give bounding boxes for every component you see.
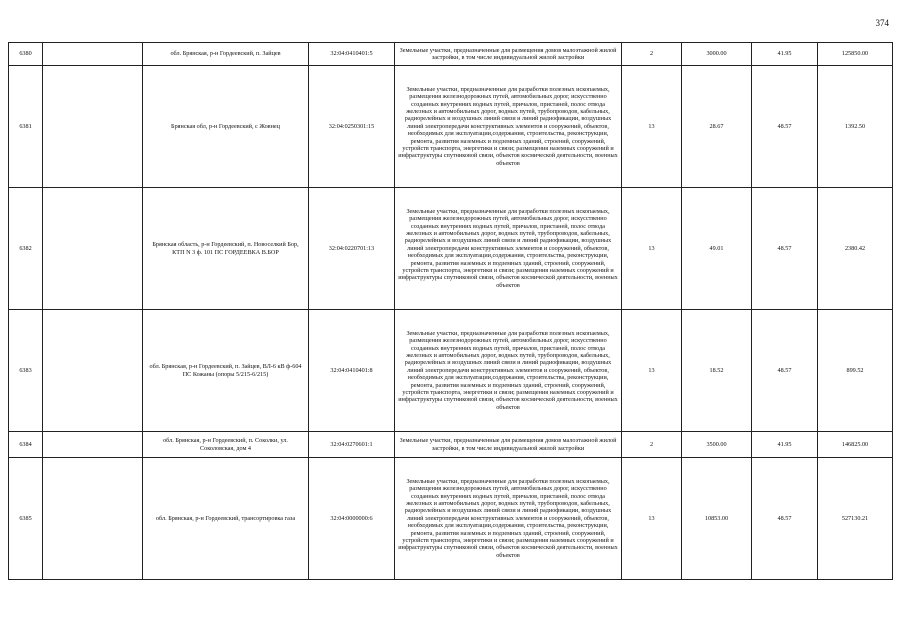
empty-cell (43, 432, 143, 458)
cadastral-value-cell: 2380.42 (818, 188, 893, 310)
address-cell: обл. Брянская, р-н Гордеевский, трансортировка газа (143, 458, 309, 580)
land-use-cell: Земельные участки, предназначенные для размещения домов малоэтажной жилой застройки, в том числе индивидуальной жилой застройки (395, 43, 622, 66)
cadastral-number-cell: 32:04:0220701:13 (309, 188, 395, 310)
land-use-cell: Земельные участки, предназначенные для разработки полезных ископаемых, размещения железнодорожных путей, автомобильных дорог, искусственно созданных внутренних водных путей, причалов, пристаней, полос отвода железных и автомобильных дорог, водных путей, трубопроводов, кабельных, радиорелейных и воздушных линий связи и линий радиофикации, воздушных линий электропередачи конструктивных элементов и сооружений, объектов, необходимых для эксплуатации,содержания, строительства, реконструкции, ремонта, развития наземных и подземных зданий, строений, сооружений, устройств транспорта, энергетики и связи; размещения наземных сооружений и инфраструктуры спутниковой связи, объектов космической деятельности, военных объектов (395, 188, 622, 310)
address-cell: обл. Брянская, р-н Гордеевский, п. Зайцев, ВЛ-6 кВ ф-604 ПС Кожаны (опоры 5/215-6/215) (143, 310, 309, 432)
rate-cell: 41.95 (752, 43, 818, 66)
address-cell: Брянская обл, р-н Гордеевский, с Жовнец (143, 66, 309, 188)
area-cell: 18.52 (682, 310, 752, 432)
row-number: 6385 (9, 458, 43, 580)
group-cell: 13 (622, 310, 682, 432)
page-number: 374 (875, 18, 889, 28)
area-cell: 28.67 (682, 66, 752, 188)
cadastral-number-cell: 32:04:0410401:5 (309, 43, 395, 66)
cadastral-value-table (8, 42, 893, 580)
area-cell: 49.01 (682, 188, 752, 310)
rate-cell: 48.57 (752, 458, 818, 580)
empty-cell (43, 310, 143, 432)
group-cell: 13 (622, 458, 682, 580)
table-row (9, 66, 893, 188)
group-cell: 2 (622, 432, 682, 458)
address-cell: Брянская область, р-н Гордеевский, п. Новоселкий Бор, КТП N 3 ф. 101 ПС ГОРДЕЕВКА В.БОР (143, 188, 309, 310)
area-cell: 3000.00 (682, 43, 752, 66)
rate-cell: 41.95 (752, 432, 818, 458)
group-cell: 13 (622, 188, 682, 310)
row-number: 6384 (9, 432, 43, 458)
cadastral-number-cell: 32:04:0000000:6 (309, 458, 395, 580)
group-cell: 2 (622, 43, 682, 66)
address-cell: обл. Брянская, р-н Гордеевский, п. Соколки, ул. Соколовская, дом 4 (143, 432, 309, 458)
cadastral-value-cell: 1392.50 (818, 66, 893, 188)
empty-cell (43, 188, 143, 310)
land-use-cell: Земельные участки, предназначенные для размещения домов малоэтажной жилой застройки, в том числе индивидуальной жилой застройки (395, 432, 622, 458)
table-row (9, 310, 893, 432)
table-row (9, 432, 893, 458)
cadastral-value-cell: 899.52 (818, 310, 893, 432)
table-row (9, 43, 893, 66)
rate-cell: 48.57 (752, 66, 818, 188)
row-number: 6380 (9, 43, 43, 66)
rate-cell: 48.57 (752, 310, 818, 432)
empty-cell (43, 66, 143, 188)
cadastral-number-cell: 32:04:0270601:1 (309, 432, 395, 458)
table-row (9, 458, 893, 580)
row-number: 6383 (9, 310, 43, 432)
land-use-cell: Земельные участки, предназначенные для разработки полезных ископаемых, размещения железнодорожных путей, автомобильных дорог, искусственно созданных внутренних водных путей, причалов, пристаней, полос отвода железных и автомобильных дорог, водных путей, трубопроводов, кабельных, радиорелейных и воздушных линий связи и линий радиофикации, воздушных линий электропередачи конструктивных элементов и сооружений, объектов, необходимых для эксплуатации,содержания, строительства, реконструкции, ремонта, развития наземных и подземных зданий, строений, сооружений, устройств транспорта, энергетики и связи; размещения наземных сооружений и инфраструктуры спутниковой связи, объектов космической деятельности, военных объектов (395, 310, 622, 432)
row-number: 6382 (9, 188, 43, 310)
cadastral-number-cell: 32:04:0250301:15 (309, 66, 395, 188)
cadastral-value-cell: 125850.00 (818, 43, 893, 66)
address-cell: обл. Брянская, р-н Гордеевский, п. Зайцев (143, 43, 309, 66)
cadastral-number-cell: 32:04:0410401:8 (309, 310, 395, 432)
area-cell: 10853.00 (682, 458, 752, 580)
cadastral-value-cell: 146825.00 (818, 432, 893, 458)
area-cell: 3500.00 (682, 432, 752, 458)
land-use-cell: Земельные участки, предназначенные для разработки полезных ископаемых, размещения железнодорожных путей, автомобильных дорог, искусственно созданных внутренних водных путей, причалов, пристаней, полос отвода железных и автомобильных дорог, водных путей, трубопроводов, кабельных, радиорелейных и воздушных линий связи и линий радиофикации, воздушных линий электропередачи конструктивных элементов и сооружений, объектов, необходимых для эксплуатации,содержания, строительства, реконструкции, ремонта, развития наземных и подземных зданий, строений, сооружений, устройств транспорта, энергетики и связи; размещения наземных сооружений и инфраструктуры спутниковой связи, объектов космической деятельности, военных объектов (395, 66, 622, 188)
rate-cell: 48.57 (752, 188, 818, 310)
row-number: 6381 (9, 66, 43, 188)
cadastral-value-cell: 527130.21 (818, 458, 893, 580)
group-cell: 13 (622, 66, 682, 188)
empty-cell (43, 43, 143, 66)
table-row (9, 188, 893, 310)
land-use-cell: Земельные участки, предназначенные для разработки полезных ископаемых, размещения железнодорожных путей, автомобильных дорог, искусственно созданных внутренних водных путей, причалов, пристаней, полос отвода железных и автомобильных дорог, водных путей, трубопроводов, кабельных, радиорелейных и воздушных линий связи и линий радиофикации, воздушных линий электропередачи конструктивных элементов и сооружений, объектов, необходимых для эксплуатации,содержания, строительства, реконструкции, ремонта, развития наземных и подземных зданий, строений, сооружений, устройств транспорта, энергетики и связи; размещения наземных сооружений и инфраструктуры спутниковой связи, объектов космической деятельности, военных объектов (395, 458, 622, 580)
empty-cell (43, 458, 143, 580)
